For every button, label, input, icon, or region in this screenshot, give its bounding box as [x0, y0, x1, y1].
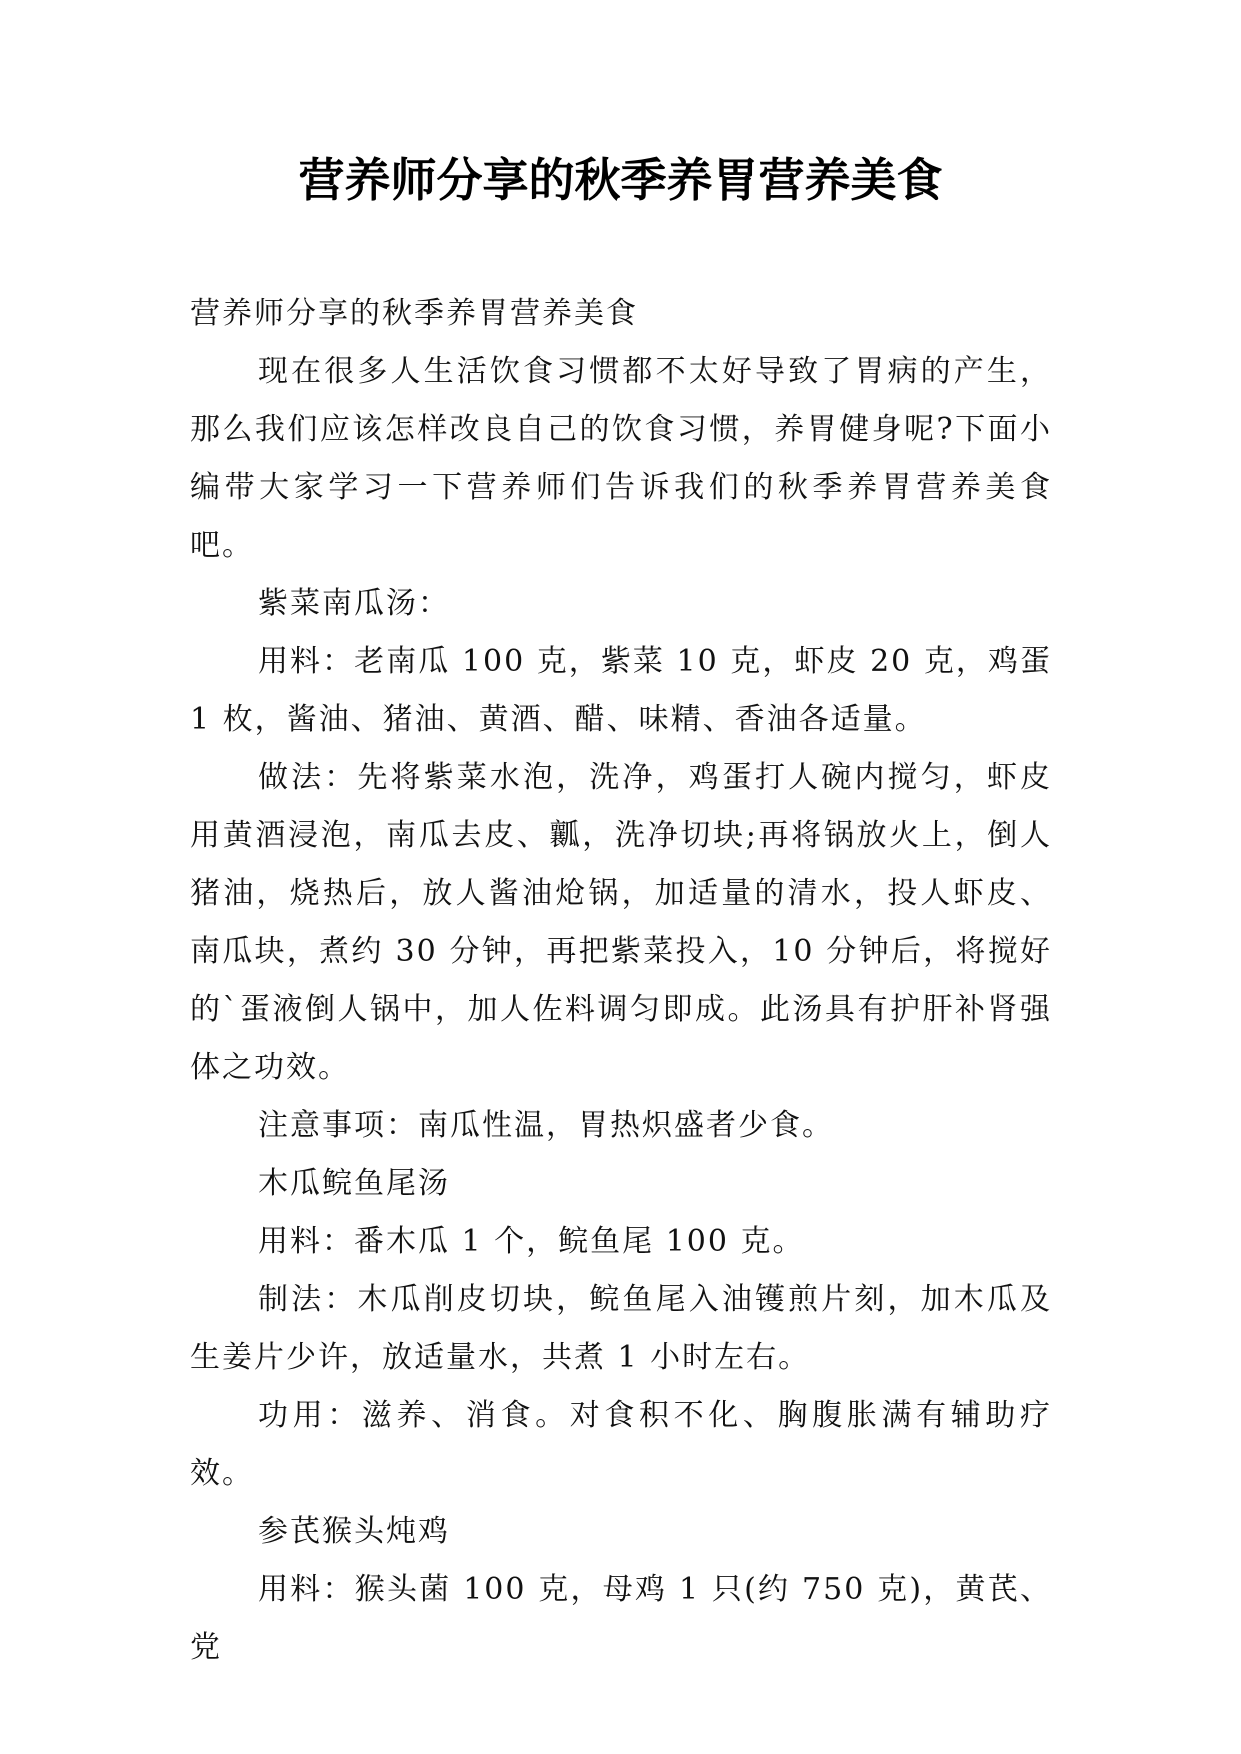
- recipe-heading-chicken-stew: 参芪猴头炖鸡: [258, 1514, 450, 1549]
- paragraph-ingredients: 用料：番木瓜 1 个，鲩鱼尾 100 克。: [258, 1224, 805, 1259]
- recipe-heading-papaya-fish-soup: 木瓜鲩鱼尾汤: [258, 1166, 450, 1201]
- paragraph-effects: 功用：滋养、消食。对食积不化、胸腹胀满有辅助疗效。: [190, 1398, 1052, 1491]
- paragraph-ingredients: 用料：猴头菌 100 克，母鸡 1 只(约 750 克)，黄芪、党: [190, 1572, 1052, 1665]
- document-body: [190, 285, 1052, 1677]
- paragraph-intro: 现在很多人生活饮食习惯都不太好导致了胃病的产生，那么我们应该怎样改良自己的饮食习惯，养胃健身呢?下面小编带大家学习一下营养师们告诉我们的秋季养胃营养美食吧。: [190, 354, 1052, 563]
- paragraph-ingredients: 用料：老南瓜 100 克，紫菜 10 克，虾皮 20 克，鸡蛋 1 枚，酱油、猪油、黄酒、醋、味精、香油各适量。: [190, 644, 1052, 737]
- paragraph-notes: 注意事项：南瓜性温，胃热炽盛者少食。: [258, 1108, 834, 1143]
- paragraph-method: 做法：先将紫菜水泡，洗净，鸡蛋打人碗内搅匀，虾皮用黄酒浸泡，南瓜去皮、瓤，洗净切块;再将锅放火上，倒人猪油，烧热后，放人酱油炝锅，加适量的清水，投人虾皮、南瓜块，煮约 30 分钟，再把紫菜投入，10 分钟后，将搅好的`蛋液倒人锅中，加人佐料调匀即成。此汤具有护肝补肾强体之功效。: [190, 760, 1052, 1085]
- document-title: 营养师分享的秋季养胃营养美食: [298, 153, 943, 207]
- recipe-heading-pumpkin-soup: 紫菜南瓜汤：: [258, 586, 450, 621]
- paragraph-subtitle: 营养师分享的秋季养胃营养美食: [190, 296, 638, 331]
- paragraph-method: 制法：木瓜削皮切块，鲩鱼尾入油镬煎片刻，加木瓜及生姜片少许，放适量水，共煮 1 小时左右。: [190, 1282, 1052, 1375]
